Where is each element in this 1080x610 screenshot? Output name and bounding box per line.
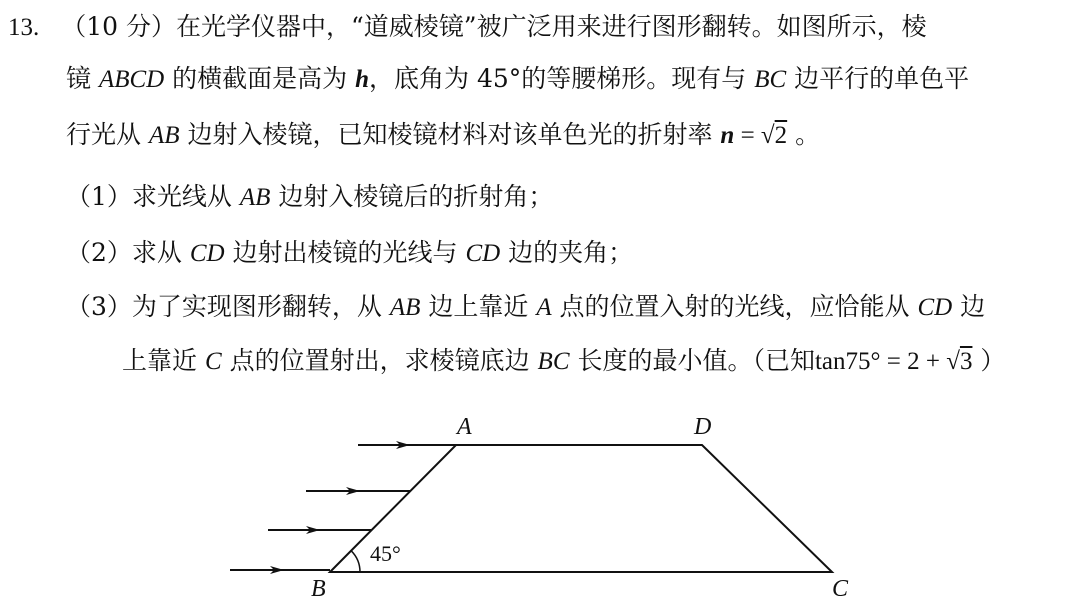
text: 行光从 <box>66 120 149 149</box>
vertex-label-d: D <box>694 414 712 440</box>
trapezoid-abcd <box>330 445 832 572</box>
var-cd: CD <box>917 294 953 321</box>
var-ab: AB <box>239 184 271 211</box>
tan-formula: tan75° = 2 + <box>814 348 947 375</box>
var-a: A <box>536 294 552 321</box>
var-abcd: ABCD <box>98 66 165 93</box>
text: （3）为了实现图形翻转，从 <box>66 292 390 321</box>
text: ，底角为 45°的等腰梯形。现有与 <box>369 64 755 93</box>
var-cd: CD <box>465 240 501 267</box>
text: 边 <box>952 292 986 321</box>
var-c: C <box>204 348 222 375</box>
text: 点的位置射出，求棱镜底边 <box>221 346 538 375</box>
var-bc: BC <box>537 348 570 375</box>
text: 边射入棱镜后的折射角； <box>270 182 554 211</box>
var-ab: AB <box>148 122 180 149</box>
sqrt-symbol: √ <box>946 348 960 375</box>
radicand: 3 <box>959 348 973 375</box>
text: 镜 <box>66 64 99 93</box>
vertex-label-c: C <box>832 576 849 602</box>
text: 长度的最小值。（已知 <box>569 346 815 375</box>
angle-arc <box>351 551 360 572</box>
problem-number: 13. <box>8 14 40 41</box>
vertex-label-a: A <box>457 414 472 440</box>
equals-sign: = <box>734 122 761 149</box>
problem-text-1: 在光学仪器中，“道威棱镜”被广泛用来进行图形翻转。如图所示，棱 <box>176 12 927 41</box>
text: 上靠近 <box>122 346 205 375</box>
text: 边射入棱镜，已知棱镜材料对该单色光的折射率 <box>179 120 721 149</box>
text: 的横截面是高为 <box>164 64 356 93</box>
text: ） <box>972 346 1006 375</box>
text: 边上靠近 <box>420 292 537 321</box>
var-n: n <box>720 122 735 149</box>
text: 。 <box>787 120 821 149</box>
angle-label: 45° <box>370 541 401 566</box>
vertex-label-b: B <box>311 576 326 602</box>
problem-points: （10 分） <box>61 12 177 41</box>
text: （2）求从 <box>66 238 190 267</box>
text: 边射出棱镜的光线与 <box>224 238 466 267</box>
sqrt-symbol: √ <box>760 122 775 149</box>
text: 点的位置入射的光线，应恰能从 <box>551 292 918 321</box>
text: 边的夹角； <box>500 238 634 267</box>
text: 边平行的单色平 <box>786 64 970 93</box>
radicand: 2 <box>774 122 788 149</box>
var-ab: AB <box>389 294 421 321</box>
text: （1）求光线从 <box>66 182 240 211</box>
var-h: h <box>355 66 370 93</box>
var-bc: BC <box>754 66 787 93</box>
var-cd: CD <box>189 240 225 267</box>
